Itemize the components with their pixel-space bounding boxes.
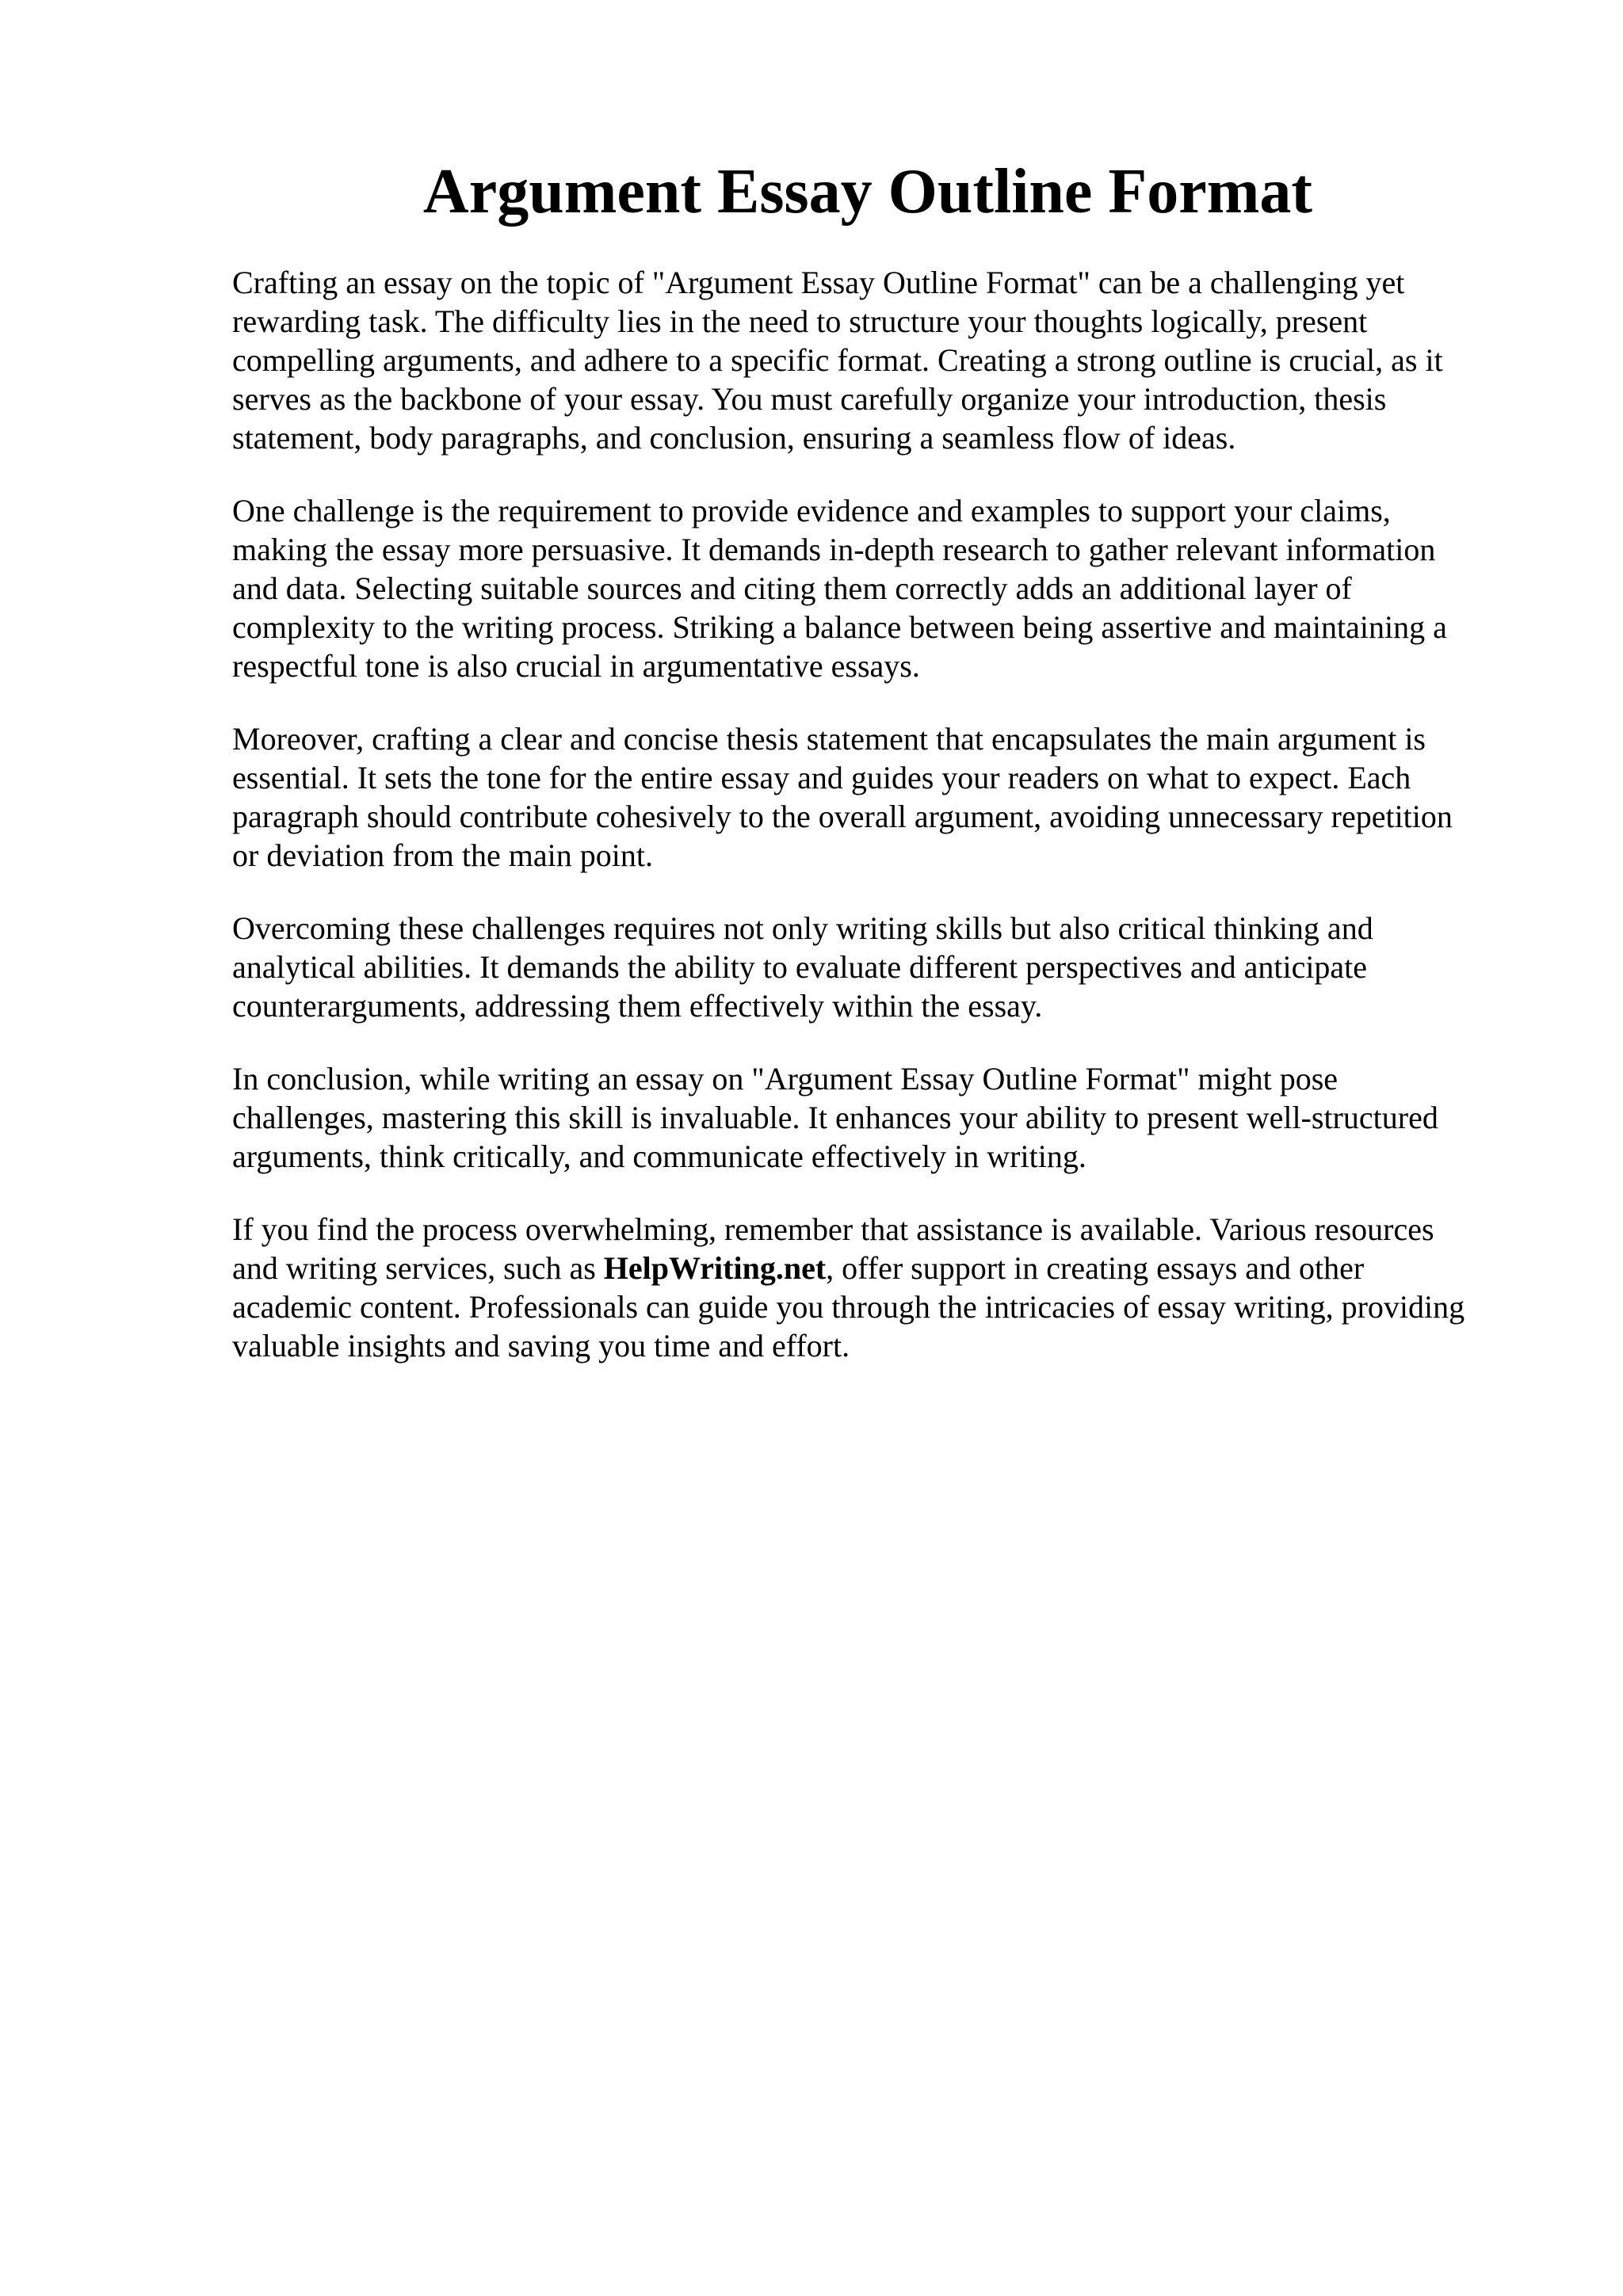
paragraph-line: counterarguments, addressing them effectively within the essay. <box>232 988 1043 1024</box>
paragraph-overcoming <box>232 909 1532 1025</box>
paragraph-line: challenges, mastering this skill is invaluable. It enhances your ability to present well-structured <box>232 1100 1438 1135</box>
paragraph-line: statement, body paragraphs, and conclusion, ensuring a seamless flow of ideas. <box>232 420 1236 456</box>
line-text-after-link: , offer support in creating essays and other <box>826 1250 1365 1286</box>
paragraph-line: academic content. Professionals can guide you through the intricacies of essay writing, providing <box>232 1289 1465 1325</box>
paragraph-assistance <box>232 1210 1532 1365</box>
paragraph-evidence <box>232 491 1532 685</box>
paragraph-line: If you find the process overwhelming, remember that assistance is available. Various resources <box>232 1211 1434 1247</box>
paragraph-line: essential. It sets the tone for the entire essay and guides your readers on what to expect. Each <box>232 760 1411 795</box>
line-text-before-link: and writing services, such as <box>232 1250 604 1286</box>
paragraph-thesis <box>232 719 1532 875</box>
paragraph-line: or deviation from the main point. <box>232 837 653 873</box>
paragraph-line: arguments, think critically, and communicate effectively in writing. <box>232 1138 1086 1174</box>
paragraph-line: respectful tone is also crucial in argumentative essays. <box>232 648 920 684</box>
document-title: Argument Essay Outline Format <box>422 157 1313 227</box>
paragraph-line: and data. Selecting suitable sources and citing them correctly adds an additional layer of <box>232 570 1352 606</box>
paragraph-line: One challenge is the requirement to provide evidence and examples to support your claims, <box>232 493 1391 528</box>
paragraph-line: In conclusion, while writing an essay on "Argument Essay Outline Format" might pose <box>232 1061 1338 1097</box>
paragraph-line: making the essay more persuasive. It demands in-depth research to gather relevant information <box>232 532 1436 567</box>
paragraph-line: analytical abilities. It demands the ability to evaluate different perspectives and anticipate <box>232 949 1368 985</box>
paragraph-line <box>232 1249 1532 1287</box>
paragraph-line: Overcoming these challenges requires not only writing skills but also critical thinking and <box>232 910 1373 946</box>
paragraph-line: rewarding task. The difficulty lies in the need to structure your thoughts logically, present <box>232 303 1368 339</box>
paragraph-conclusion <box>232 1059 1532 1176</box>
document-body <box>232 263 1532 1399</box>
helpwriting-link[interactable]: HelpWriting.net <box>603 1250 827 1286</box>
paragraph-line: compelling arguments, and adhere to a specific format. Creating a strong outline is crucial, as it <box>232 342 1443 378</box>
paragraph-line: valuable insights and saving you time and effort. <box>232 1328 850 1363</box>
paragraph-line: Moreover, crafting a clear and concise thesis statement that encapsulates the main argument is <box>232 721 1426 757</box>
paragraph-line: paragraph should contribute cohesively to the overall argument, avoiding unnecessary repetition <box>232 799 1453 834</box>
paragraph-line: Crafting an essay on the topic of "Argument Essay Outline Format" can be a challenging yet <box>232 265 1405 300</box>
paragraph-intro <box>232 263 1532 457</box>
paragraph-line: serves as the backbone of your essay. You must carefully organize your introduction, thesis <box>232 381 1387 417</box>
paragraph-line: complexity to the writing process. Striking a balance between being assertive and maintaining a <box>232 609 1447 645</box>
